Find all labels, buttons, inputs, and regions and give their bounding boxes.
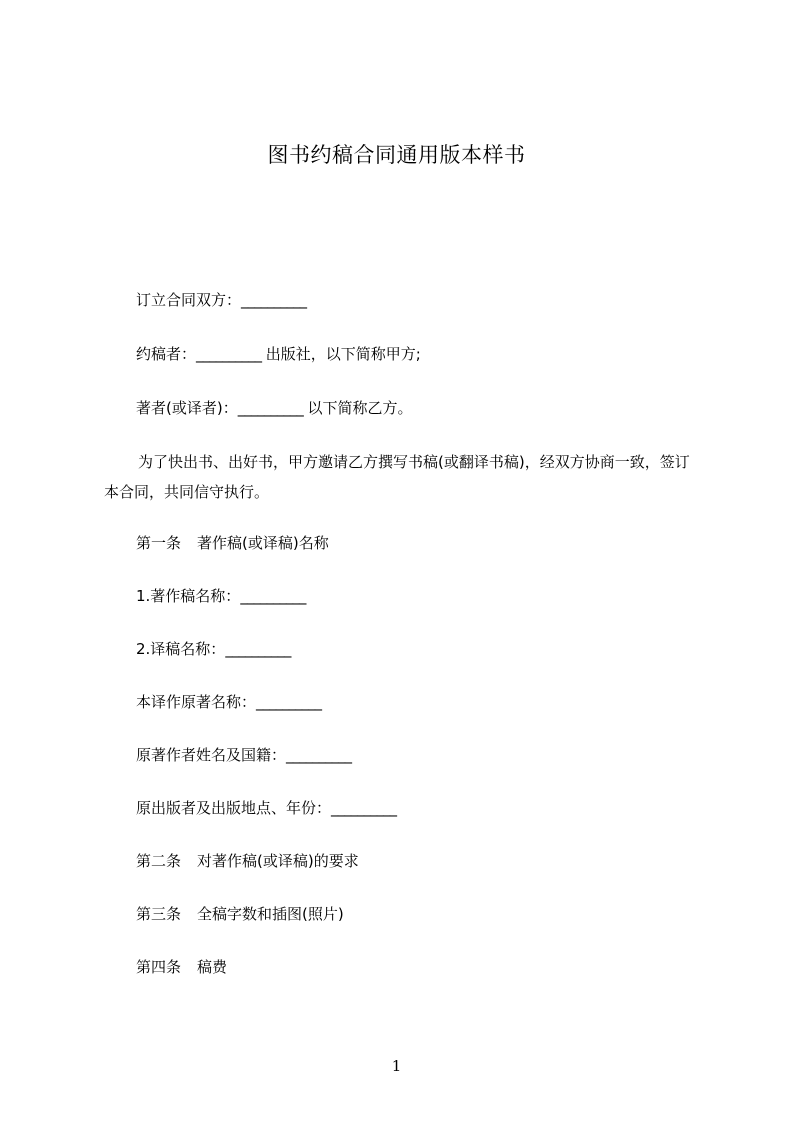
- article-1-number: 第一条: [136, 534, 182, 552]
- intro-paragraph: 为了快出书、出好书，甲方邀请乙方撰写书稿(或翻译书稿)，经双方协商一致，签订本合同，共同信守执行。: [104, 453, 690, 501]
- item-5-blank: __________: [331, 799, 397, 817]
- item-5-line: [136, 797, 396, 819]
- contract-parties-blank: __________: [241, 291, 307, 309]
- item-2-label: 2.译稿名称：: [136, 640, 226, 658]
- intro-paragraph-block: [104, 447, 704, 507]
- article-1-heading: [136, 532, 329, 554]
- item-3-label: 本译作原著名称：: [136, 693, 257, 711]
- author-label: 著者(或译者)：: [136, 399, 238, 417]
- article-4-title: 稿费: [197, 958, 228, 976]
- item-3-line: [136, 691, 321, 713]
- article-4-heading: [136, 956, 227, 978]
- page-number: 1: [391, 1057, 402, 1075]
- article-3-number: 第三条: [136, 905, 182, 923]
- article-2-number: 第二条: [136, 852, 182, 870]
- document-title: 图书约稿合同通用版本样书: [267, 143, 526, 167]
- article-2-heading: [136, 850, 359, 872]
- author-line: [136, 397, 413, 419]
- item-5-label: 原出版者及出版地点、年份：: [136, 799, 332, 817]
- item-2-line: [136, 638, 290, 660]
- item-1-line: [136, 585, 305, 607]
- author-suffix: 以下简称乙方。: [307, 399, 413, 417]
- item-3-blank: __________: [256, 693, 322, 711]
- article-3-title: 全稿字数和插图(照片): [197, 905, 344, 923]
- contract-parties-line: [136, 289, 306, 311]
- item-1-label: 1.著作稿名称：: [136, 587, 241, 605]
- author-blank: __________: [237, 399, 303, 417]
- article-4-number: 第四条: [136, 958, 182, 976]
- item-4-line: [136, 744, 351, 766]
- contract-parties-label: 订立合同双方：: [136, 291, 242, 309]
- item-4-label: 原著作者姓名及国籍：: [136, 746, 287, 764]
- article-2-title: 对著作稿(或译稿)的要求: [197, 852, 359, 870]
- item-4-blank: __________: [286, 746, 352, 764]
- publisher-label: 约稿者：: [136, 345, 197, 363]
- publisher-line: [136, 343, 421, 365]
- item-2-blank: __________: [225, 640, 291, 658]
- article-1-title: 著作稿(或译稿)名称: [197, 534, 329, 552]
- item-1-blank: __________: [240, 587, 306, 605]
- article-3-heading: [136, 903, 344, 925]
- publisher-blank: __________: [196, 345, 262, 363]
- publisher-suffix: 出版社，以下简称甲方;: [265, 345, 421, 363]
